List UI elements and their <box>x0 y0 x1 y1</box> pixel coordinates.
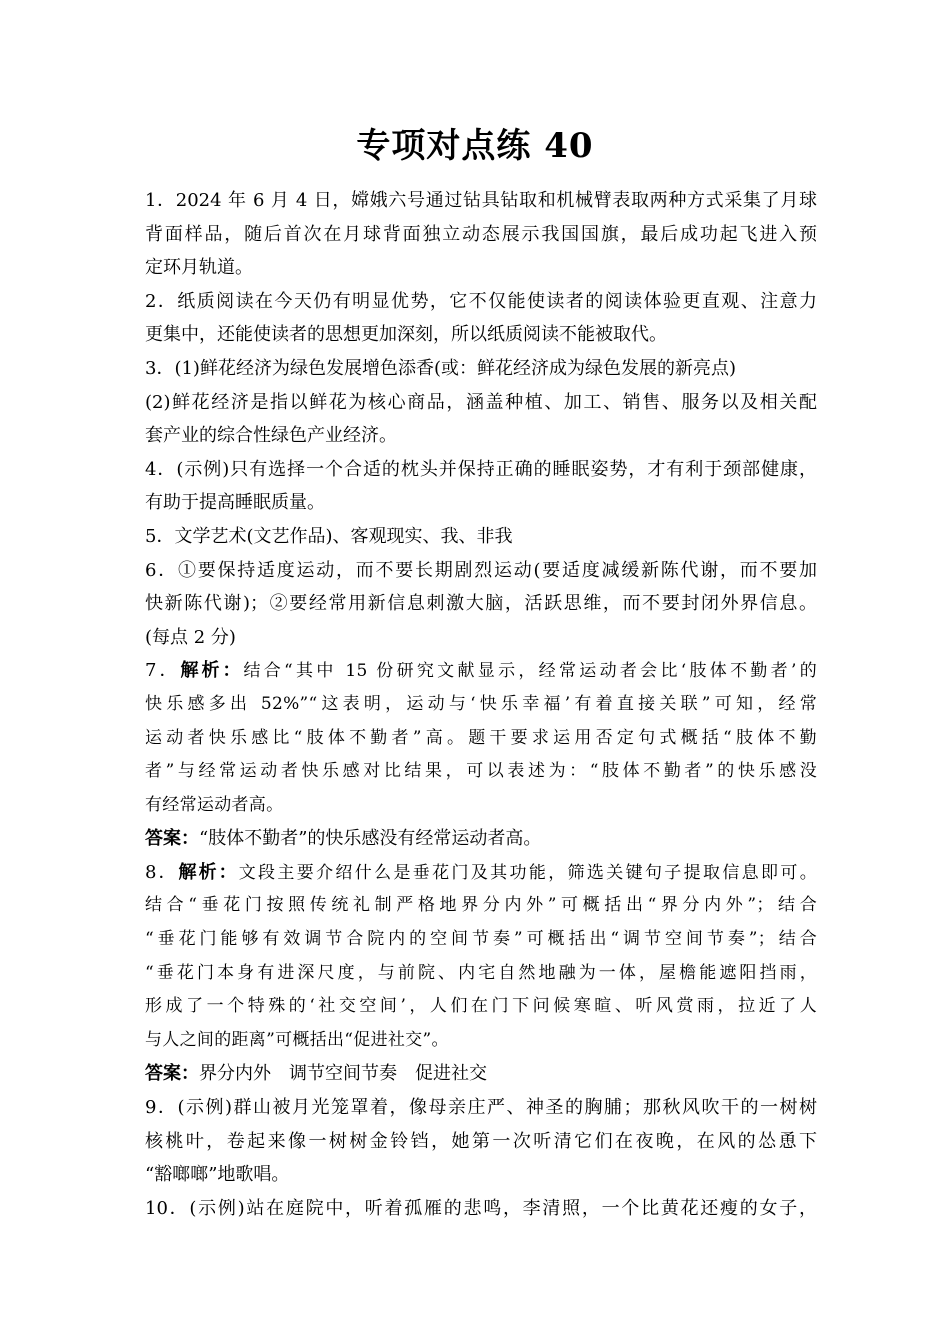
answer-8-analysis-line-2: 结合“垂花门按照传统礼制严格地界分内外”可概括出“界分内外”；结合 <box>145 895 817 916</box>
answer-label: 答案： <box>145 828 199 850</box>
answer-8-analysis-line-6: 与人之间的距离”可概括出“促进社交”。 <box>145 1029 449 1050</box>
question-number: 8． <box>145 861 179 883</box>
answer-6-line-2: 快新陈代谢)；②要经常用新信息刺激大脑，活跃思维，而不要封闭外界信息。 <box>145 593 817 615</box>
answer-7-answer-line <box>145 822 817 856</box>
answer-2-line-1: 2．纸质阅读在今天仍有明显优势，它不仅能使读者的阅读体验更直观、注意力 <box>145 290 817 312</box>
answer-1-line-1: 1．2024 年 6 月 4 日，嫦娥六号通过钻具钻取和机械臂表取两种方式采集了月球 <box>145 190 817 211</box>
answer-2-line-2: 更集中，还能使读者的思想更加深刻，所以纸质阅读不能被取代。 <box>145 324 667 346</box>
answer-4-line-1: 4．(示例)只有选择一个合适的枕头并保持正确的睡眠姿势，才有利于颈部健康， <box>145 458 817 480</box>
answer-7-analysis-line-5: 有经常运动者高。 <box>145 794 284 815</box>
answer-5-line-1: 5．文学艺术(文艺作品)、客观现实、我、非我 <box>145 525 513 547</box>
analysis-label: 解析： <box>178 861 239 883</box>
answer-10-line-1: 10．(示例)站在庭院中，听着孤雁的悲鸣，李清照，一个比黄花还瘦的女子， <box>145 1197 817 1219</box>
analysis-text: 文段主要介绍什么是垂花门及其功能，筛选关键句子提取信息即可。 <box>238 862 818 883</box>
analysis-text: 结合“其中 15 份研究文献显示，经常运动者会比‘肢体不勤者’的 <box>243 661 817 682</box>
question-number: 7． <box>145 660 181 682</box>
answer-4-line-2: 有助于提高睡眠质量。 <box>145 492 325 514</box>
answer-8-analysis-line-3: “垂花门能够有效调节合院内的空间节奏”可概括出“调节空间节奏”；结合 <box>145 929 817 950</box>
answer-3-line-3: 套产业的综合性绿色产业经济。 <box>145 425 397 447</box>
answer-3-line-2: (2)鲜花经济是指以鲜花为核心商品，涵盖种植、加工、销售、服务以及相关配 <box>145 391 817 413</box>
answer-8-analysis-line-5: 形成了一个特殊的‘社交空间’，人们在门下问候寒暄、听风赏雨，拉近了人 <box>145 996 817 1017</box>
answer-1-line-3: 定环月轨道。 <box>145 257 253 279</box>
answer-7-analysis-line-4: 者”与经常运动者快乐感对比结果，可以表述为：“肢体不勤者”的快乐感没 <box>145 761 817 782</box>
answer-7-analysis-line-2: 快乐感多出 52%”“这表明，运动与‘快乐幸福’有着直接关联”可知，经常 <box>145 693 817 714</box>
answer-8-analysis-line-4: “垂花门本身有进深尺度，与前院、内宅自然地融为一体，屋檐能遮阳挡雨， <box>145 962 817 983</box>
answer-text: “肢体不勤者”的快乐感没有经常运动者高。 <box>199 828 542 850</box>
page-title: 专项对点练 40 <box>356 126 594 166</box>
answer-8-answer-line <box>145 1057 817 1091</box>
answer-body <box>145 184 817 1225</box>
answer-9-line-1: 9．(示例)群山被月光笼罩着，像母亲庄严、神圣的胸脯；那秋风吹干的一树树 <box>145 1097 817 1119</box>
analysis-label: 解析： <box>180 660 244 682</box>
answer-text: 界分内外 调节空间节奏 促进社交 <box>199 1063 487 1085</box>
answer-9-line-2: 核桃叶，卷起来像一树树金铃铛，她第一次听清它们在夜晚，在风的怂恿下 <box>145 1130 817 1152</box>
answer-6-line-1: 6．①要保持适度运动，而不要长期剧烈运动(要适度减缓新陈代谢，而不要加 <box>145 559 817 581</box>
answer-6-line-3: (每点 2 分) <box>145 626 236 648</box>
answer-9-line-3: “豁啷啷”地歌唱。 <box>145 1164 290 1186</box>
answer-label: 答案： <box>145 1063 199 1085</box>
answer-1-line-2: 背面样品，随后首次在月球背面独立动态展示我国国旗，最后成功起飞进入预 <box>145 223 817 245</box>
answer-7-analysis-line-3: 运动者快乐感比“肢体不勤者”高。题干要求运用否定句式概括“肢体不勤 <box>145 727 817 748</box>
answer-3-line-1: 3．(1)鲜花经济为绿色发展增色添香(或：鲜花经济成为绿色发展的新亮点) <box>145 357 736 379</box>
answer-7-analysis-line-1 <box>145 654 817 688</box>
answer-8-analysis-line-1 <box>145 856 817 890</box>
